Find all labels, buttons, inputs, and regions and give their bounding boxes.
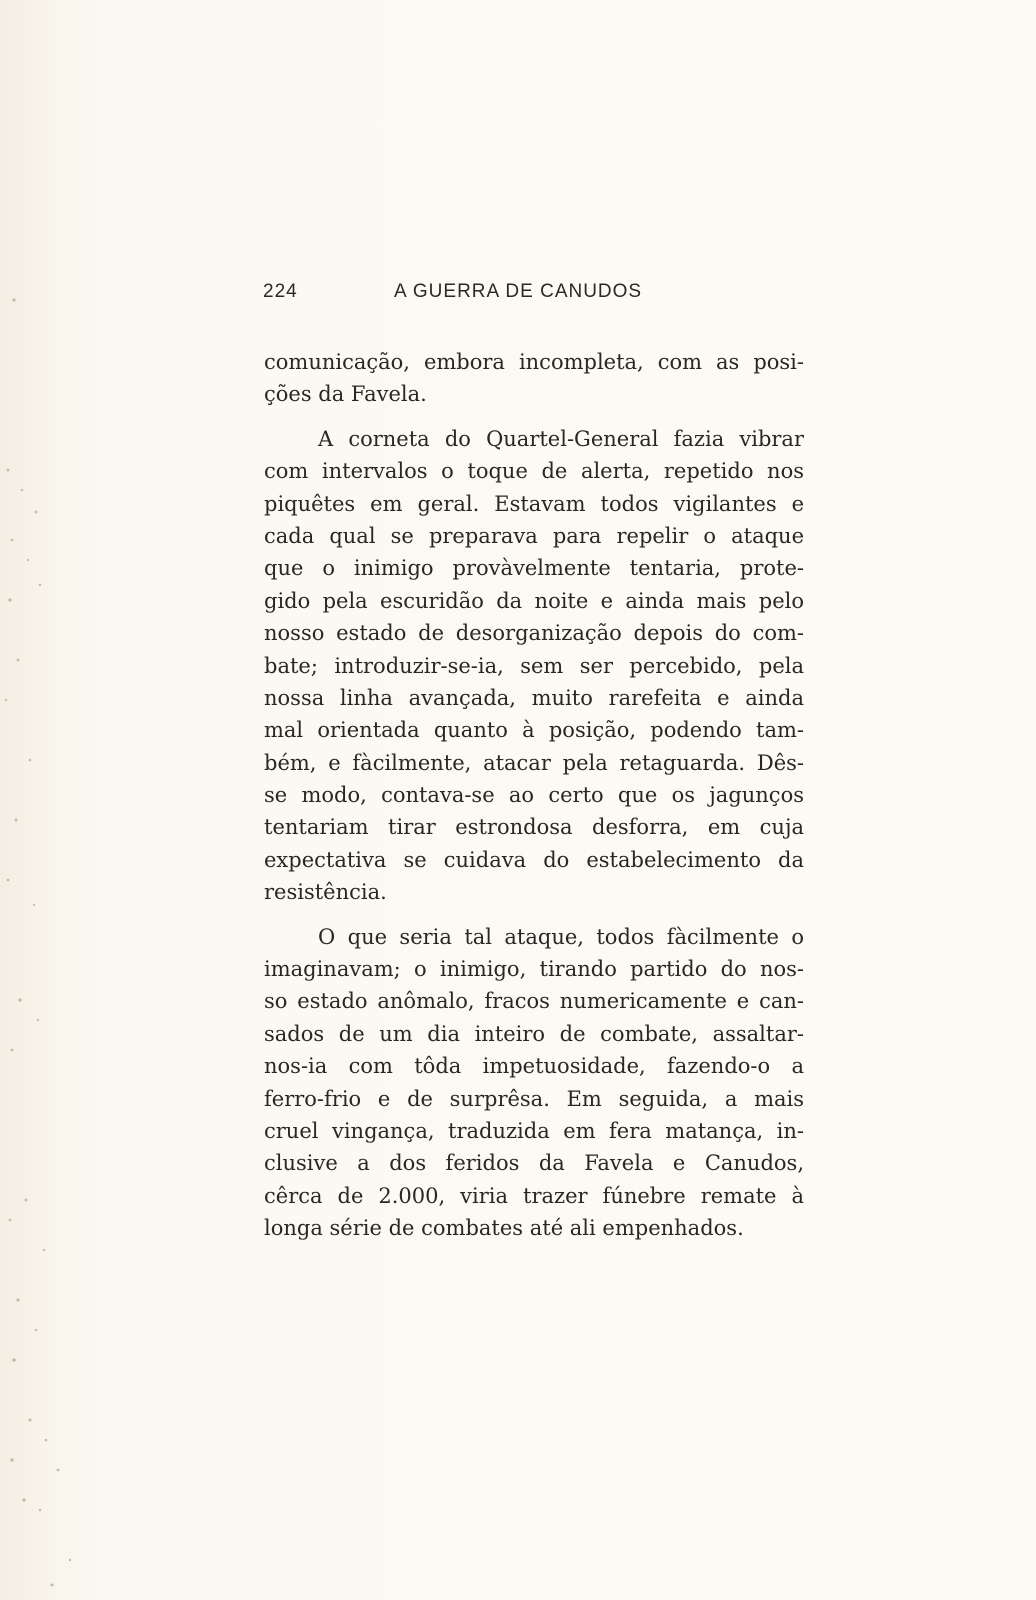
text-line: cada qual se preparava para repelir o ataque bbox=[264, 523, 804, 548]
text-line: que o inimigo provàvelmente tentaria, prote- bbox=[264, 556, 804, 581]
running-head bbox=[263, 281, 803, 311]
text-line: gido pela escuridão da noite e ainda mais pelo bbox=[264, 588, 804, 613]
text-line: nos-ia com tôda impetuosidade, fazendo-o a bbox=[264, 1054, 804, 1079]
book-title: A GUERRA DE CANUDOS bbox=[394, 281, 643, 302]
text-line: O que seria tal ataque, todos fàcilmente o bbox=[318, 924, 804, 949]
text-line: piquêtes em geral. Estavam todos vigilantes e bbox=[264, 491, 804, 516]
text-line: sados de um dia inteiro de combate, assaltar- bbox=[264, 1021, 804, 1046]
page-number: 224 bbox=[263, 281, 298, 302]
text-line: cêrca de 2.000, viria trazer fúnebre remate à bbox=[264, 1183, 804, 1208]
text-line: so estado anômalo, fracos numericamente e can- bbox=[264, 989, 804, 1014]
text-line: mal orientada quanto à posição, podendo tam- bbox=[264, 718, 804, 743]
text-line: nossa linha avançada, muito rarefeita e ainda bbox=[264, 685, 804, 710]
text-line: nosso estado de desorganização depois do com- bbox=[264, 621, 804, 646]
text-line: tentariam tirar estrondosa desforra, em cuja bbox=[264, 815, 804, 840]
page-stains bbox=[0, 0, 140, 1600]
paragraph-2 bbox=[264, 423, 804, 909]
text-line: bém, e fàcilmente, atacar pela retaguarda. Dês- bbox=[264, 750, 804, 775]
text-line: bate; introduzir-se-ia, sem ser percebido, pela bbox=[264, 653, 804, 678]
text-line: com intervalos o toque de alerta, repetido nos bbox=[264, 459, 804, 484]
text-line: resistência. bbox=[264, 880, 387, 905]
text-line: cruel vingança, traduzida em fera matança, in- bbox=[264, 1118, 804, 1143]
text-line: A corneta do Quartel-General fazia vibrar bbox=[318, 426, 804, 451]
paragraph-1 bbox=[264, 346, 804, 411]
body-text bbox=[264, 346, 804, 1257]
text-line: longa série de combates até ali empenhados. bbox=[264, 1216, 744, 1241]
text-line: expectativa se cuidava do estabelecimento da bbox=[264, 847, 804, 872]
text-line: imaginavam; o inimigo, tirando partido do nos- bbox=[264, 957, 804, 982]
text-line: ções da Favela. bbox=[264, 382, 427, 407]
text-line: se modo, contava-se ao certo que os jagunços bbox=[264, 783, 804, 808]
text-line: comunicação, embora incompleta, com as posi- bbox=[264, 350, 804, 374]
paragraph-3 bbox=[264, 921, 804, 1245]
text-line: clusive a dos feridos da Favela e Canudos, bbox=[264, 1151, 804, 1176]
text-line: ferro-frio e de surprêsa. Em seguida, a mais bbox=[264, 1086, 804, 1111]
